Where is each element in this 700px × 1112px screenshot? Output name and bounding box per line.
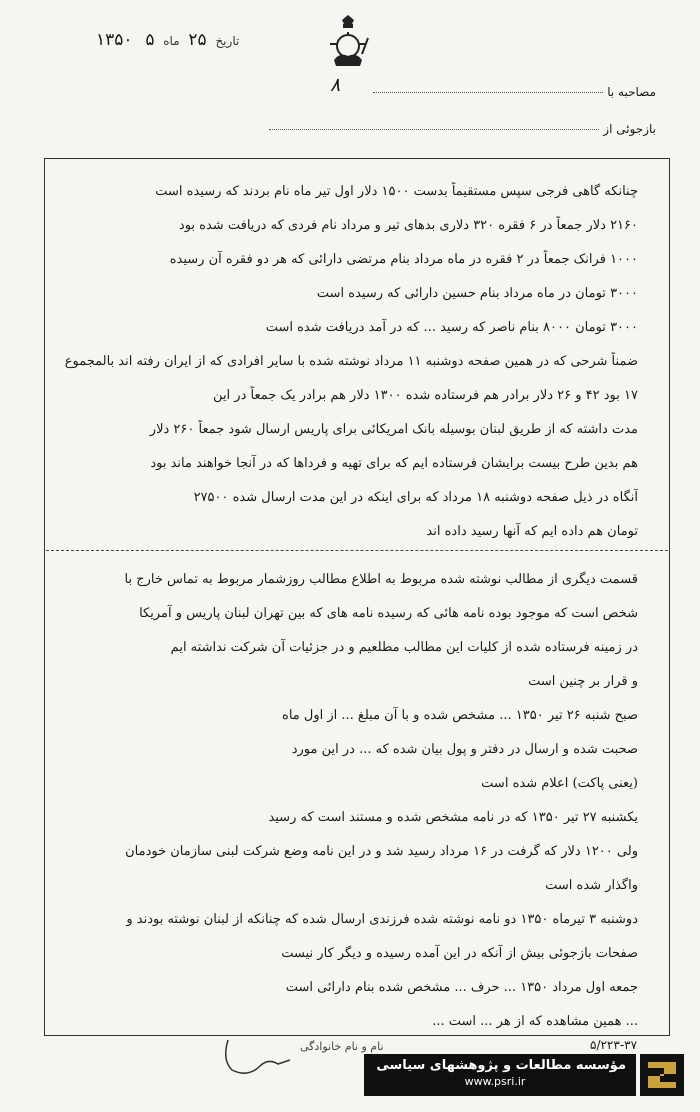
handwritten-line: ۱۰۰۰ فرانک جمعاً در ۲ فقره در ماه مرداد بنام مرتضی دارائی که هر دو فقره آن رسیده — [169, 252, 638, 267]
interview-dots — [373, 92, 603, 93]
institute-logo-icon — [640, 1054, 684, 1096]
interrogation-field — [269, 122, 656, 136]
date-line — [92, 30, 239, 50]
institute-footer-bar — [364, 1054, 636, 1096]
institute-name: مؤسسه مطالعات و پژوهشهای سیاسی — [376, 1058, 626, 1073]
institute-url: www.psri.ir — [464, 1075, 526, 1088]
handwritten-line: آنگاه در ذیل صفحه دوشنبه ۱۸ مرداد که برای اینکه در این مدت ارسال شده ۲۷۵۰۰ — [193, 490, 638, 505]
lion-and-sun-emblem-icon — [324, 14, 372, 74]
handwritten-line: مدت داشته که از طریق لبنان بوسیله بانک امریکائی برای پاریس ارسال شود جمعاً ۲۶۰ دلار — [149, 422, 638, 437]
interrogation-dots — [269, 129, 599, 130]
handwritten-line: ... همین مشاهده که از هر ... است ... — [432, 1014, 638, 1029]
handwritten-line: ۳۰۰۰ تومان در ماه مرداد بنام حسین دارائی که رسیده است — [316, 286, 638, 301]
interview-label: مصاحبه با — [607, 85, 656, 99]
handwritten-line: هم بدین طرح بیست برایشان فرستاده ایم که برای تهیه و فرداها که در آنجا خواهند ماند بود — [150, 456, 638, 471]
month-label: ماه — [163, 34, 180, 48]
document-number: ۵/۲۲۳-۳۷ — [590, 1038, 638, 1052]
date-day: ۲۵ — [188, 30, 207, 50]
date-label: تاریخ — [215, 34, 240, 48]
handwritten-line: صبح شنبه ۲۶ تیر ۱۳۵۰ ... مشخص شده و با آن مبلغ ... از اول ماه — [282, 708, 638, 723]
handwritten-line: شخص است که موجود بوده نامه هائی که رسیده نامه های که بین تهران لبنان پاریس و آمریکا — [139, 606, 638, 621]
handwritten-line: واگذار شده است — [545, 878, 638, 893]
handwritten-line: (یعنی پاکت) اعلام شده است — [481, 776, 638, 791]
date-month: ۵ — [145, 30, 155, 50]
page-mark: ۸ — [330, 74, 341, 96]
handwritten-line: ۲۱۶۰ دلار جمعاً در ۶ فقره ۳۲۰ دلاری بدهای تیر و مرداد نام فردی که دریافت شده بود — [178, 218, 638, 233]
date-year: ۱۳۵۰ — [96, 30, 133, 50]
signature-scribble-icon — [218, 1030, 298, 1080]
interview-field — [373, 85, 656, 99]
interrogation-label: بازجوئی از — [603, 122, 656, 136]
handwritten-line: ضمناً شرحی که در همین صفحه دوشنبه ۱۱ مرداد نوشته شده با سایر افرادی که از ایران رفته اند بالمجموع — [64, 354, 638, 369]
handwritten-line: ۱۷ بود ۴۲ و ۲۶ دلار برادر هم فرستاده شده ۱۳۰۰ دلار هم برادر یک جمعاً در این — [213, 388, 638, 403]
handwritten-line: صفحات بازجوئی بیش از آنکه در این آمده رسیده و دیگر کار نیست — [281, 946, 638, 961]
handwritten-line: و قرار بر چنین است — [528, 674, 638, 689]
handwritten-line: قسمت دیگری از مطالب نوشته شده مربوط به اطلاع مطالب روزشمار مربوط به تماس خارج با — [124, 572, 638, 587]
handwritten-line: یکشنبه ۲۷ تیر ۱۳۵۰ که در نامه مشخص شده و مستند است که رسید — [268, 810, 638, 825]
handwritten-line: در زمینه فرستاده شده از کلیات این مطالب مطلعیم و در جزئیات آن شرکت نداشته ایم — [170, 640, 638, 655]
section-separator — [46, 550, 668, 551]
handwritten-line: ولی ۱۲۰۰ دلار که گرفت در ۱۶ مرداد رسید شد و در این نامه وضع شرکت لبنی سازمان خودمان — [125, 844, 638, 859]
handwritten-line: جمعه اول مرداد ۱۳۵۰ ... حرف ... مشخص شده بنام دارائی است — [285, 980, 638, 995]
handwritten-line: چنانکه گاهی فرجی سپس مستقیماً بدست ۱۵۰۰ دلار اول تیر ماه نام بردند که رسیده است — [155, 184, 638, 199]
handwritten-line: صحبت شده و ارسال در دفتر و پول بیان شده که ... در این مورد — [291, 742, 638, 757]
handwritten-line: دوشنبه ۳ تیرماه ۱۳۵۰ دو نامه نوشته شده فرزندی ارسال شده که چنانکه از لبنان نوشته بودند و — [126, 912, 638, 927]
handwritten-line: ۳۰۰۰ تومان ۸۰۰۰ بنام ناصر که رسید ... که در آمد دریافت شده است — [265, 320, 638, 335]
handwritten-line: تومان هم داده ایم که آنها رسید داده اند — [426, 524, 638, 539]
signature-label: نام و نام خانوادگی — [300, 1040, 384, 1053]
